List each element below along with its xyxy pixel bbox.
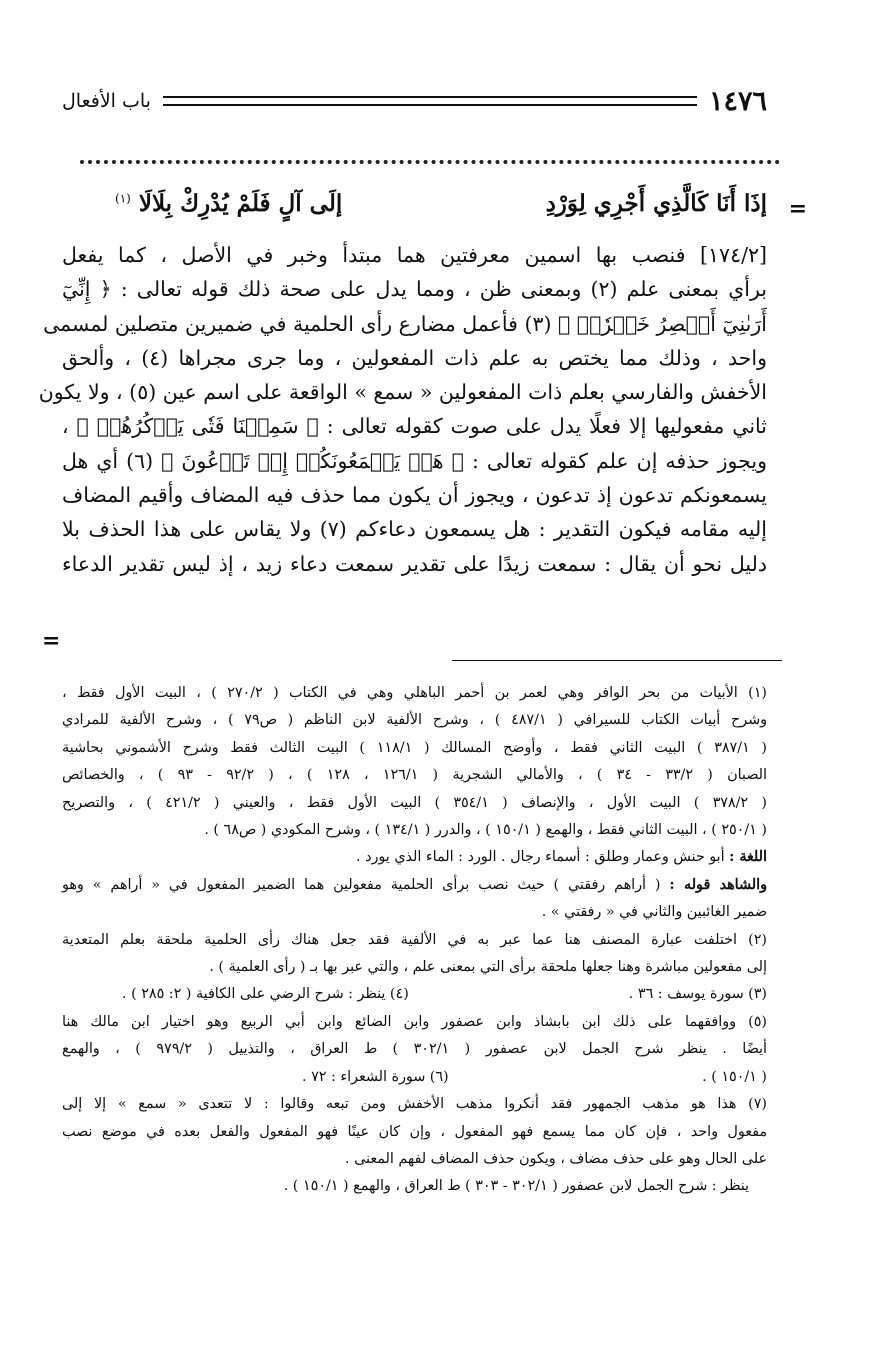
lugha-text: أبو حنش وعمار وطلق : أسماء رجال . الورد : الماء الذي يورد . [356,849,725,866]
footnote-1-line: الصبان ( ٣٣/٢ - ٣٤ ) ، والأمالي الشجرية ( ١٢٦/١ ، ١٢٨ ) ، ( ٩٢/٢ - ٩٣ ) ، والخصائص [62,767,767,784]
verse-second-hemistich: إلَى آلٍ فَلَمْ يُدْرِكْ بِلَالَا [138,190,343,217]
footnote-2-line: (٢) اختلفت عبارة المصنف هنا عما عبر به في الألفية فقد جعل هناك رأى الحلمية ملحقة بعلم المتعدية [62,931,767,948]
main-text-line: يسمعونكم تدعون إذ تدعون ، ويجوز أن يكون مما حذف فيه المضاف وأقيم المضاف [62,483,767,508]
footnote-rule [452,660,782,661]
footnote-5-last: ( ١٥٠/١ ) . [702,1068,767,1085]
footnotes [62,680,767,1201]
main-text-line: ثاني مفعوليها إلا فعلًا يدل على صوت كقوله تعالى : ﴿ سَمِعۡنَا فَتٗى يَذۡكُرُهُمۡ ﴾ ، [62,414,767,439]
verse-continuation-mark: = [788,196,807,222]
header-rule [163,96,697,106]
lugha-label: اللغة : [729,849,767,866]
footnote-3: (٣) سورة يوسف : ٣٦ . [628,986,767,1003]
footnote-1-line: (١) الأبيات من بحر الوافر وهي لعمر بن أحمر الباهلي وهي في الكتاب ( ٢٧٠/٢ ) ، البيت الأول فقط ، [62,685,767,701]
main-text-line: ويجوز حذفه إن علم كقوله تعالى : ﴿ هَلۡ يَسۡمَعُونَكُمۡ إِذۡ تَدۡعُونَ ﴾ (٦) أي هل [62,448,767,473]
main-text-line: أَرَىٰنِيٓ أَعۡصِرُ خَمۡرٗاۖ ﴾ (٣) فأعمل مضارع رأى الحلمية في ضميرين متصلين لمسمى [43,311,767,336]
footnote-shahid [62,872,767,899]
verse-note-ref: (١) [115,191,131,206]
main-text [38,238,767,581]
footnote-lugha [62,844,767,871]
footnote-5-line: (٥) ووافقهما على ذلك ابن بابشاذ وابن عصفور وابن الضائع وابن أبي الربيع وهو اختيار ابن مالك هنا [62,1013,767,1030]
footnote-1-line: ( ٣٨٧/١ ) البيت الثاني فقط ، وأوضح المسالك ( ١١٨/١ ) البيت الثالث فقط وشرح الأشموني بحاشية [62,739,768,756]
main-text-line: واحد ، وذلك مما يختص به علم ذات المفعولين ، وما جرى مجراها (٤) ، وألحق [62,345,767,370]
shahid-text: ( أراهم رفقتي ) حيث نصب برأى الحلمية مفعولين هما الضمير المفعول في « أراهم » وهو [62,876,661,893]
footnote-6: (٦) سورة الشعراء : ٧٢ . [302,1068,449,1085]
chapter-title: باب الأفعال [62,90,151,112]
main-text-line: إليه مقامه فيكون التقدير : هل يسمعون دعاءكم (٧) ولا يقاس على هذا الحذف بلا [62,517,767,542]
footnote-7-line: ينظر : شرح الجمل لابن عصفور ( ٣٠٢/١ - ٣٠٣ ) ط العراق ، والهمع ( ١٥٠/١ ) . [283,1178,749,1195]
dotted-divider [80,160,780,164]
main-text-line: دليل نحو أن يقال : سمعت زيدًا على تقدير سمعت دعاء زيد ، إذ ليس تقدير الدعاء [62,551,767,576]
footnote-7-line: مفعول واحد ، فإن كان مما يسمع فهو المفعول ، وإن كان عينًا فهو المفعول والفعل بعده في موضع نصب [62,1123,767,1140]
footnote-2-line: إلى مفعولين مباشرة وهنا جعلها ملحقة برأى التي بمعنى علم ، والتي عبر بها بـ ( رأى العلمية ) . [209,959,767,976]
footnote-5-6-row [62,1064,767,1091]
footnote-1-line: وشرح أبيات الكتاب للسيرافي ( ٤٨٧/١ ) ، وشرح الألفية لابن الناظم ( ص٧٩ ) ، وشرح الألفية للمرادي [62,712,767,729]
footnote-7-line: على الحال وهو على حذف مضاف ، ويكون حذف المضاف لفهم المعنى . [345,1150,767,1167]
text-continuation-mark: = [42,628,61,654]
footnote-4: (٤) ينظر : شرح الرضي على الكافية ( ٢: ٢٨٥ ) . [122,986,409,1003]
main-text-line: [١٧٤/٢] فنصب بها اسمين معرفتين هما مبتدأ وخبر في الأصل ، كما يفعل [62,243,767,267]
footnote-3-4-row [62,981,767,1008]
footnote-1-line: ( ٣٧٨/٢ ) البيت الأول ، والإنصاف ( ٣٥٤/١ ) البيت الأول فقط ، والعيني ( ٤٢١/٢ ) ، والتصريح [62,794,767,811]
verse-line [115,190,767,217]
footnote-shahid-line: ضمير الغائبين والثاني في « رفقتي » . [541,904,767,921]
main-text-line: الأخفش والفارسي بعلم ذات المفعولين « سمع » الواقعة على اسم عين (٥) ، ولا يكون [38,380,767,405]
verse-second-hemistich-wrap [115,190,342,217]
footnote-7-line: (٧) هذا هو مذهب الجمهور فقد أنكروا مذهب الأخفش ومن تبعه وقالوا : لا تتعدى « سمع » إلا إلى [62,1096,767,1113]
page-header [62,84,767,118]
main-text-line: برأي بمعنى علم (٢) وبمعنى ظن ، ومما يدل على صحة ذلك قوله تعالى : ﴿ إِنِّيٓ [62,277,767,302]
page-number: ١٤٧٦ [708,85,767,117]
verse-first-hemistich: إذَا أَنَا كَالَّذِي أَجْرِي لِوَرْدِ [545,190,767,217]
shahid-label: والشاهد قوله : [669,876,768,893]
footnote-5-line: أيضًا . ينظر شرح الجمل لابن عصفور ( ٣٠٢/١ ) ط العراق ، والتذييل ( ٩٧٩/٢ ) ، والهمع [62,1041,767,1058]
footnote-1-line: ( ٢٥٠/١ ) ، البيت الثاني فقط ، والهمع ( ١٥٠/١ ) ، والدرر ( ١٣٤/١ ) ، وشرح المكودي ( ص٦٨ ) . [204,822,767,839]
